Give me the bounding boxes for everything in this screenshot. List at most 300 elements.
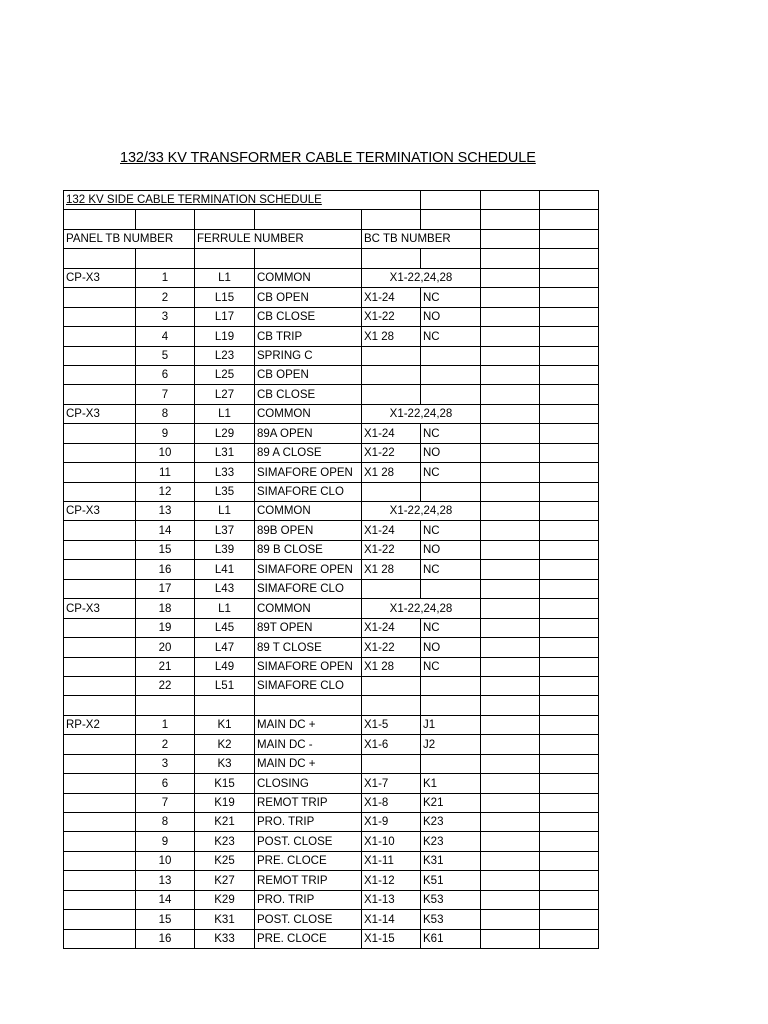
terminal-number-cell: 14 (136, 890, 195, 909)
panel-cell (64, 774, 136, 793)
ferrule-cell: L25 (195, 365, 255, 384)
function-cell: SIMAFORE CLO (255, 482, 362, 501)
terminal-number-cell: 6 (136, 365, 195, 384)
bc-tb-cell: X1-24 (362, 424, 421, 443)
function-cell: PRO. TRIP (255, 813, 362, 832)
terminal-number-cell: 8 (136, 813, 195, 832)
section-heading-row (64, 191, 599, 210)
function-cell: 89A OPEN (255, 424, 362, 443)
bc-tb-cell: X1-14 (362, 910, 421, 929)
bc-tb-cell: X1-24 (362, 288, 421, 307)
terminal-number-cell: 16 (136, 560, 195, 579)
ferrule-cell: L31 (195, 443, 255, 462)
empty-cell (481, 910, 540, 929)
empty-cell (540, 754, 599, 773)
contact-cell: NO (421, 638, 481, 657)
table-row (64, 404, 599, 423)
table-row (64, 502, 599, 521)
terminal-number-cell: 21 (136, 657, 195, 676)
panel-tb-header: PANEL TB NUMBER (64, 229, 195, 248)
panel-cell (64, 560, 136, 579)
ferrule-cell: L1 (195, 599, 255, 618)
empty-cell (481, 560, 540, 579)
table-row (64, 521, 599, 540)
terminal-number-cell: 15 (136, 540, 195, 559)
bc-tb-cell: X1-22 (362, 443, 421, 462)
table-row (64, 715, 599, 734)
panel-cell (64, 521, 136, 540)
terminal-number-cell: 7 (136, 385, 195, 404)
empty-cell (481, 813, 540, 832)
terminal-number-cell: 20 (136, 638, 195, 657)
empty-cell (540, 521, 599, 540)
section-heading: 132 KV SIDE CABLE TERMINATION SCHEDULE (64, 191, 362, 210)
empty-cell (481, 657, 540, 676)
contact-cell: K61 (421, 929, 481, 948)
ferrule-cell: L43 (195, 579, 255, 598)
terminal-number-cell: 17 (136, 579, 195, 598)
bc-tb-cell (362, 365, 421, 384)
blank-row (64, 696, 599, 715)
empty-cell (362, 696, 421, 715)
bc-tb-cell: X1-24 (362, 618, 421, 637)
ferrule-cell: K3 (195, 754, 255, 773)
table-row (64, 463, 599, 482)
panel-cell (64, 482, 136, 501)
bc-tb-cell: X1-9 (362, 813, 421, 832)
contact-cell: NC (421, 521, 481, 540)
page-title: 132/33 KV TRANSFORMER CABLE TERMINATION SCHEDULE (120, 150, 536, 166)
contact-cell (421, 385, 481, 404)
table-row (64, 288, 599, 307)
bc-tb-cell: X1-8 (362, 793, 421, 812)
contact-cell: K53 (421, 910, 481, 929)
function-cell: REMOT TRIP (255, 793, 362, 812)
empty-cell (540, 579, 599, 598)
empty-cell (481, 307, 540, 326)
contact-cell: NC (421, 424, 481, 443)
empty-cell (481, 871, 540, 890)
empty-cell (481, 482, 540, 501)
contact-cell (421, 676, 481, 695)
panel-cell (64, 657, 136, 676)
empty-cell (481, 793, 540, 812)
table-row (64, 346, 599, 365)
bc-tb-cell: X1 28 (362, 463, 421, 482)
ferrule-cell: K1 (195, 715, 255, 734)
bc-tb-common-cell: X1-22,24,28 (362, 599, 481, 618)
empty-cell (540, 229, 599, 248)
function-cell: PRE. CLOCE (255, 929, 362, 948)
ferrule-cell: K19 (195, 793, 255, 812)
bc-tb-cell (362, 676, 421, 695)
panel-cell: CP-X3 (64, 268, 136, 287)
empty-cell (540, 463, 599, 482)
terminal-number-cell: 13 (136, 502, 195, 521)
table-row (64, 735, 599, 754)
empty-cell (421, 191, 481, 210)
function-cell: CB CLOSE (255, 385, 362, 404)
empty-cell (540, 910, 599, 929)
table-row (64, 754, 599, 773)
empty-cell (540, 618, 599, 637)
empty-cell (481, 715, 540, 734)
contact-cell: K23 (421, 813, 481, 832)
terminal-number-cell: 11 (136, 463, 195, 482)
table-row (64, 307, 599, 326)
function-cell: CB TRIP (255, 327, 362, 346)
empty-cell (540, 424, 599, 443)
panel-cell: CP-X3 (64, 599, 136, 618)
contact-cell: NC (421, 463, 481, 482)
empty-cell (481, 521, 540, 540)
empty-cell (481, 735, 540, 754)
contact-cell: K31 (421, 851, 481, 870)
terminal-number-cell: 3 (136, 754, 195, 773)
blank-row (64, 210, 599, 229)
table-row (64, 327, 599, 346)
empty-cell (481, 832, 540, 851)
function-cell: SIMAFORE CLO (255, 676, 362, 695)
table-row (64, 676, 599, 695)
empty-cell (540, 793, 599, 812)
empty-cell (540, 715, 599, 734)
table-row (64, 482, 599, 501)
terminal-number-cell: 22 (136, 676, 195, 695)
ferrule-cell: K27 (195, 871, 255, 890)
bc-tb-cell: X1-22 (362, 307, 421, 326)
table-row (64, 832, 599, 851)
function-cell: 89 T CLOSE (255, 638, 362, 657)
terminal-number-cell: 9 (136, 424, 195, 443)
table-row (64, 385, 599, 404)
blank-row (64, 249, 599, 268)
bc-tb-cell: X1 28 (362, 327, 421, 346)
panel-cell (64, 813, 136, 832)
panel-cell (64, 735, 136, 754)
panel-cell (64, 793, 136, 812)
function-cell: CLOSING (255, 774, 362, 793)
table-row (64, 929, 599, 948)
panel-cell (64, 443, 136, 462)
empty-cell (540, 560, 599, 579)
contact-cell: NC (421, 327, 481, 346)
panel-cell (64, 288, 136, 307)
empty-cell (481, 774, 540, 793)
table-row (64, 890, 599, 909)
ferrule-cell: L47 (195, 638, 255, 657)
panel-cell (64, 910, 136, 929)
contact-cell: NC (421, 657, 481, 676)
panel-cell (64, 851, 136, 870)
contact-cell: NO (421, 540, 481, 559)
terminal-number-cell: 16 (136, 929, 195, 948)
ferrule-cell: L41 (195, 560, 255, 579)
ferrule-cell: L23 (195, 346, 255, 365)
empty-cell (481, 229, 540, 248)
table-row (64, 424, 599, 443)
function-cell: COMMON (255, 268, 362, 287)
empty-cell (481, 851, 540, 870)
terminal-number-cell: 6 (136, 774, 195, 793)
ferrule-cell: K2 (195, 735, 255, 754)
empty-cell (481, 365, 540, 384)
contact-cell (421, 754, 481, 773)
bc-tb-cell: X1-5 (362, 715, 421, 734)
terminal-number-cell: 1 (136, 268, 195, 287)
table-row (64, 871, 599, 890)
panel-cell (64, 754, 136, 773)
table-row (64, 560, 599, 579)
function-cell: REMOT TRIP (255, 871, 362, 890)
ferrule-cell: K31 (195, 910, 255, 929)
bc-tb-cell: X1-11 (362, 851, 421, 870)
empty-cell (481, 579, 540, 598)
table-body (64, 191, 599, 949)
bc-tb-cell (362, 754, 421, 773)
table-row (64, 618, 599, 637)
function-cell: 89T OPEN (255, 618, 362, 637)
function-cell: POST. CLOSE (255, 832, 362, 851)
contact-cell: K1 (421, 774, 481, 793)
ferrule-cell: K33 (195, 929, 255, 948)
table-row (64, 268, 599, 287)
contact-cell: J2 (421, 735, 481, 754)
empty-cell (481, 890, 540, 909)
bc-tb-cell: X1-7 (362, 774, 421, 793)
empty-cell (481, 463, 540, 482)
terminal-number-cell: 4 (136, 327, 195, 346)
ferrule-cell: L1 (195, 404, 255, 423)
empty-cell (540, 676, 599, 695)
ferrule-cell: L35 (195, 482, 255, 501)
empty-cell (540, 443, 599, 462)
empty-cell (540, 268, 599, 287)
table-row (64, 657, 599, 676)
function-cell: CB CLOSE (255, 307, 362, 326)
empty-cell (540, 657, 599, 676)
panel-cell (64, 871, 136, 890)
empty-cell (195, 696, 255, 715)
function-cell: CB OPEN (255, 288, 362, 307)
function-cell: PRO. TRIP (255, 890, 362, 909)
empty-cell (481, 638, 540, 657)
bc-tb-cell (362, 346, 421, 365)
panel-cell (64, 618, 136, 637)
panel-cell (64, 327, 136, 346)
ferrule-header: FERRULE NUMBER (195, 229, 362, 248)
panel-cell: CP-X3 (64, 502, 136, 521)
ferrule-cell: L19 (195, 327, 255, 346)
panel-cell (64, 579, 136, 598)
function-cell: 89B OPEN (255, 521, 362, 540)
function-cell: CB OPEN (255, 365, 362, 384)
empty-cell (540, 890, 599, 909)
contact-cell: NO (421, 307, 481, 326)
empty-cell (481, 929, 540, 948)
bc-tb-cell: X1-24 (362, 521, 421, 540)
contact-cell (421, 365, 481, 384)
table-row (64, 793, 599, 812)
panel-cell (64, 832, 136, 851)
table-row (64, 813, 599, 832)
empty-cell (540, 774, 599, 793)
function-cell: SPRING C (255, 346, 362, 365)
function-cell: PRE. CLOCE (255, 851, 362, 870)
empty-cell (481, 754, 540, 773)
function-cell: SIMAFORE OPEN (255, 657, 362, 676)
function-cell: SIMAFORE OPEN (255, 463, 362, 482)
terminal-number-cell: 15 (136, 910, 195, 929)
column-header-row (64, 229, 599, 248)
panel-cell (64, 346, 136, 365)
bc-tb-cell: X1-12 (362, 871, 421, 890)
contact-cell (421, 579, 481, 598)
bc-tb-cell: X1-10 (362, 832, 421, 851)
termination-table (63, 190, 599, 949)
ferrule-cell: K25 (195, 851, 255, 870)
function-cell: MAIN DC + (255, 715, 362, 734)
empty-cell (481, 404, 540, 423)
ferrule-cell: L39 (195, 540, 255, 559)
function-cell: COMMON (255, 502, 362, 521)
empty-cell (481, 540, 540, 559)
empty-cell (481, 424, 540, 443)
empty-cell (540, 502, 599, 521)
ferrule-cell: K29 (195, 890, 255, 909)
function-cell: MAIN DC + (255, 754, 362, 773)
ferrule-cell: K23 (195, 832, 255, 851)
empty-cell (481, 346, 540, 365)
empty-cell (540, 599, 599, 618)
empty-cell (540, 832, 599, 851)
ferrule-cell: L15 (195, 288, 255, 307)
table-row (64, 365, 599, 384)
terminal-number-cell: 13 (136, 871, 195, 890)
empty-cell (481, 268, 540, 287)
bc-tb-cell: X1-22 (362, 638, 421, 657)
ferrule-cell: L45 (195, 618, 255, 637)
bc-tb-cell (362, 579, 421, 598)
function-cell: SIMAFORE CLO (255, 579, 362, 598)
bc-tb-cell: X1-22 (362, 540, 421, 559)
function-cell: MAIN DC - (255, 735, 362, 754)
bc-tb-cell: X1-6 (362, 735, 421, 754)
table-row (64, 540, 599, 559)
empty-cell (481, 327, 540, 346)
panel-cell (64, 385, 136, 404)
panel-cell (64, 307, 136, 326)
ferrule-cell: L49 (195, 657, 255, 676)
contact-cell (421, 346, 481, 365)
panel-cell (64, 676, 136, 695)
terminal-number-cell: 19 (136, 618, 195, 637)
bc-tb-cell: X1-13 (362, 890, 421, 909)
empty-cell (540, 404, 599, 423)
function-cell: POST. CLOSE (255, 910, 362, 929)
function-cell: 89 B CLOSE (255, 540, 362, 559)
terminal-number-cell: 7 (136, 793, 195, 812)
terminal-number-cell: 2 (136, 288, 195, 307)
empty-cell (64, 696, 136, 715)
ferrule-cell: L1 (195, 268, 255, 287)
terminal-number-cell: 2 (136, 735, 195, 754)
empty-cell (540, 638, 599, 657)
table-row (64, 599, 599, 618)
empty-cell (540, 288, 599, 307)
panel-cell: RP-X2 (64, 715, 136, 734)
empty-cell (255, 696, 362, 715)
empty-cell (421, 696, 481, 715)
function-cell: 89 A CLOSE (255, 443, 362, 462)
terminal-number-cell: 18 (136, 599, 195, 618)
ferrule-cell: L1 (195, 502, 255, 521)
panel-cell (64, 424, 136, 443)
function-cell: SIMAFORE OPEN (255, 560, 362, 579)
terminal-number-cell: 1 (136, 715, 195, 734)
table-row (64, 579, 599, 598)
ferrule-cell: L29 (195, 424, 255, 443)
panel-cell (64, 463, 136, 482)
empty-cell (136, 696, 195, 715)
panel-cell (64, 540, 136, 559)
empty-cell (481, 599, 540, 618)
panel-cell (64, 929, 136, 948)
ferrule-cell: L51 (195, 676, 255, 695)
bc-tb-cell: X1-15 (362, 929, 421, 948)
empty-cell (540, 482, 599, 501)
bc-tb-common-cell: X1-22,24,28 (362, 502, 481, 521)
empty-cell (362, 191, 421, 210)
contact-cell: K53 (421, 890, 481, 909)
bc-tb-cell (362, 482, 421, 501)
terminal-number-cell: 5 (136, 346, 195, 365)
table-row (64, 851, 599, 870)
empty-cell (540, 346, 599, 365)
empty-cell (481, 385, 540, 404)
bc-tb-header: BC TB NUMBER (362, 229, 481, 248)
empty-cell (540, 813, 599, 832)
table-row (64, 443, 599, 462)
empty-cell (540, 696, 599, 715)
bc-tb-cell: X1 28 (362, 657, 421, 676)
terminal-number-cell: 14 (136, 521, 195, 540)
table-row (64, 774, 599, 793)
function-cell: COMMON (255, 404, 362, 423)
ferrule-cell: L17 (195, 307, 255, 326)
ferrule-cell: L33 (195, 463, 255, 482)
panel-cell (64, 638, 136, 657)
bc-tb-cell: X1 28 (362, 560, 421, 579)
contact-cell: J1 (421, 715, 481, 734)
contact-cell: NC (421, 618, 481, 637)
contact-cell: K23 (421, 832, 481, 851)
contact-cell: K21 (421, 793, 481, 812)
bc-tb-common-cell: X1-22,24,28 (362, 268, 481, 287)
terminal-number-cell: 9 (136, 832, 195, 851)
terminal-number-cell: 8 (136, 404, 195, 423)
empty-cell (481, 443, 540, 462)
bc-tb-common-cell: X1-22,24,28 (362, 404, 481, 423)
empty-cell (540, 735, 599, 754)
contact-cell: NC (421, 560, 481, 579)
empty-cell (481, 618, 540, 637)
empty-cell (540, 365, 599, 384)
empty-cell (540, 929, 599, 948)
empty-cell (481, 502, 540, 521)
empty-cell (540, 191, 599, 210)
terminal-number-cell: 10 (136, 443, 195, 462)
